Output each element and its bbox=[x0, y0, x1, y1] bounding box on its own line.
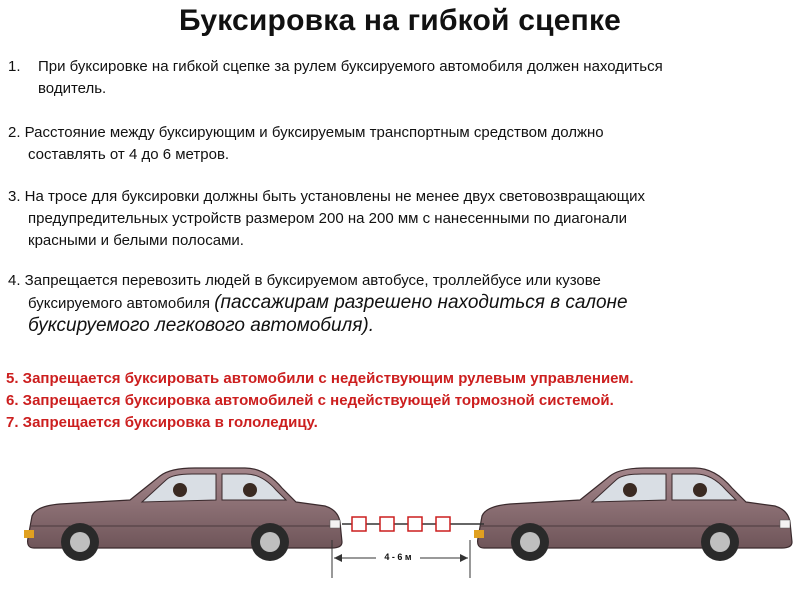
rule-1-number: 1. bbox=[8, 58, 21, 75]
rule-3-line-1: 3. На тросе для буксировки должны быть установлены не менее двух световозвращающих bbox=[8, 188, 645, 205]
rule-3 bbox=[8, 186, 788, 252]
rule-7-warning: 7. Запрещается буксировка в гололедицу. bbox=[6, 414, 318, 431]
towing-car bbox=[474, 468, 792, 561]
rule-4-line-2-plain: буксируемого автомобиля bbox=[28, 295, 215, 312]
page-title: Буксировка на гибкой сцепке bbox=[178, 4, 622, 37]
rule-2-line-1: 2. Расстояние между буксирующим и буксируемым транспортным средством должно bbox=[8, 124, 604, 141]
distance-label: 4 - 6 м bbox=[376, 552, 420, 562]
rule-3-line-3: красными и белыми полосами. bbox=[28, 232, 244, 249]
rule-4-line-1: 4. Запрещается перевозить людей в буксируемом автобусе, троллейбусе или кузове bbox=[8, 272, 601, 289]
rule-1-line-2: водитель. bbox=[38, 80, 107, 97]
rule-4-line-2-italic: (пассажирам разрешено находиться в салоне bbox=[214, 292, 628, 313]
towing-illustration bbox=[0, 440, 800, 600]
rule-2-line-2: составлять от 4 до 6 метров. bbox=[28, 146, 230, 163]
warning-flag-4 bbox=[436, 517, 450, 531]
rule-5-warning: 5. Запрещается буксировать автомобили с недействующим рулевым управлением. bbox=[6, 370, 634, 387]
rule-4-line-2 bbox=[8, 292, 788, 315]
warning-flag-3 bbox=[408, 517, 422, 531]
warning-flag-1 bbox=[352, 517, 366, 531]
warning-flag-2 bbox=[380, 517, 394, 531]
rule-1 bbox=[8, 56, 788, 100]
rule-1-line-1: При буксировке на гибкой сцепке за рулем буксируемого автомобиля должен находиться bbox=[38, 58, 663, 75]
rule-2 bbox=[8, 122, 788, 166]
rule-4-line-3: буксируемого легкового автомобиля). bbox=[28, 315, 375, 336]
towed-car bbox=[24, 468, 342, 561]
rule-3-line-2: предупредительных устройств размером 200 на 200 мм с нанесенными по диагонали bbox=[28, 210, 627, 227]
rule-4 bbox=[8, 270, 788, 337]
rule-6-warning: 6. Запрещается буксировка автомобилей с недействующей тормозной системой. bbox=[6, 392, 614, 409]
